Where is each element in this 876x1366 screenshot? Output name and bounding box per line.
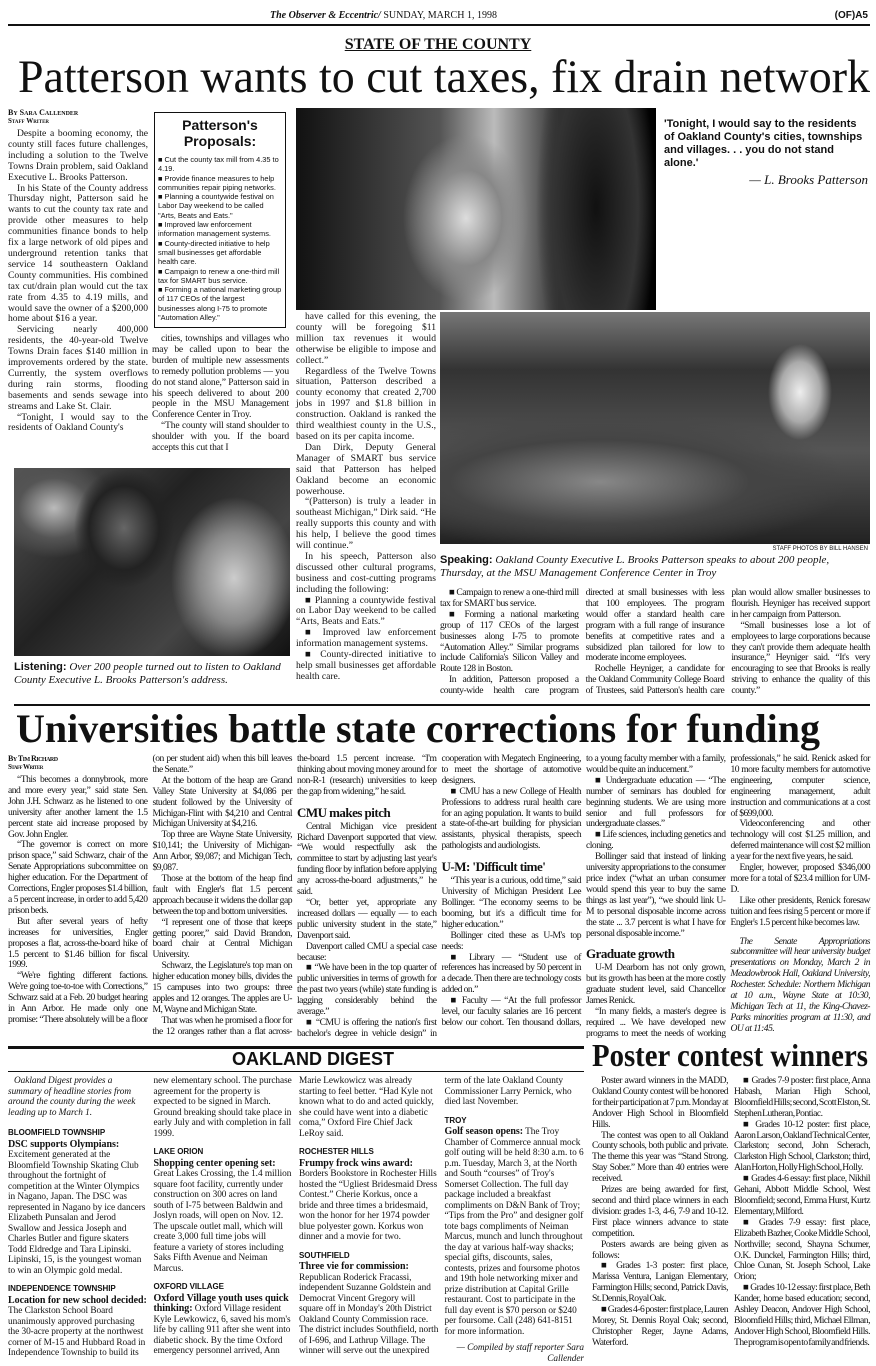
paragraph: “This year is a curious, odd time,” said University of Michigan President Lee Bollinger. “The economy seems to be booming, but it's a difficult time for higher education.”: [441, 875, 581, 930]
digest-rule-bottom: [8, 1071, 584, 1072]
poster-headline: [592, 1036, 868, 1074]
digest-text: Borders Bookstore in Rochester Hills hosted the “Ugliest Bridesmaid Dress Contest.” Cherie Korkus, once a bride and three times a bridesmaid, won the honor for her 1974 powder blue polyester gown. Korkus won dinner and a movie for two.: [299, 1169, 438, 1242]
paragraph: ■ Grades 10-12 essay: first place, Beth Kander, home based education; second, Ashley Deacon, Andover High School, Bloomfield Hills; third, Michael Ellman, Andover High School, Bloomfield Hills. The program is open to family and friends.: [734, 1282, 870, 1348]
paragraph: Top three are Wayne State University, $10,141; the University of Michigan-Ann Arbor, $9,087; and Michigan Tech, $9,087.: [152, 829, 292, 874]
patterson-column-1: [8, 108, 148, 462]
caption-text: Oakland County Executive L. Brooks Patterson speaks to about 200 people, Thursday, at the MSU Management Conference Center in Troy: [440, 554, 830, 579]
paragraph: ■ Grades 4-6 poster: first place, Lauren Morey, St. Dennis Royal Oak; second, Christopher Reger, Jayne Adams, Waterford.: [592, 1304, 728, 1348]
paragraph: Like other presidents, Renick foresaw tuition and fees rising 5 percent or more if Engler's 1.5 percent hike becomes law.: [730, 894, 870, 928]
patterson-columns-4-6: [440, 588, 870, 702]
byline: By Sara Callender: [8, 108, 79, 117]
paragraph: ■ Grades 1-3 poster: first place, Marissa Ventura, Lanigan Elementary, Farmington Hills; second, Patrick Davis, St. Dennis, Royal Oak.: [592, 1260, 728, 1305]
photo-patterson-podium: [440, 312, 870, 544]
paragraph: cities, townships and villages who may be called upon to bear the burden of multiple new assessments to remedy pollution problems — you do not stand alone,” Patterson said in his speech delivered to about 200 people in the MSU Management Conference Center in Troy.: [152, 333, 289, 421]
digest-intro: Oakland Digest provides a summary of headline stories from around the county during the week leading up to March 1.: [8, 1076, 136, 1118]
headline-text: Universities battle state corrections for funding: [16, 706, 820, 751]
paragraph: ■ County-directed initiative to help small businesses get affordable health care.: [296, 649, 436, 682]
paragraph: “Small businesses lose a lot of employees to large corporations because they can't provide them adequate health insurance,” Heyniger said. “It's very encouraging to see that Brooks is really striving to enhance the quality of this county.”: [731, 619, 870, 697]
subheading: CMU makes pitch: [297, 804, 391, 820]
digest-place: TROY: [444, 1115, 467, 1125]
pull-quote-attribution: — L. Brooks Patterson: [749, 172, 868, 187]
byline-title: Staff Writer: [8, 117, 50, 125]
section-kicker: STATE OF THE COUNTY: [344, 36, 532, 53]
digest-credit: — Compiled by staff reporter Sara Callender: [456, 1343, 584, 1364]
headline-text: Poster contest winners: [592, 1037, 868, 1073]
paragraph: Prizes are being awarded for first, second and third place winners in each division: grades 1-3, 4-6, 7-9 and 10-12. First place winners advance to state competition.: [592, 1184, 728, 1239]
universities-headline: [16, 706, 866, 752]
digest-lead: Frumpy frock wins award:: [299, 1157, 413, 1169]
paragraph: Bollinger cited these as U-M's top needs:: [441, 929, 581, 952]
poster-article: [592, 1076, 870, 1364]
digest-place: BLOOMFIELD TOWNSHIP: [8, 1128, 106, 1137]
paragraph: In his State of the County address Thursday night, Patterson said he wants to cut the county tax rate and provide other measures to help communities finance bonds to help fix a large network of old pipes and underground retention tanks that service 14 southeastern Oakland County communities. His combined tax cut/drain plan would cut the tax rate from 4.35 to 4.19 mills, and would save the owner of a $200,000 home about $16 a year.: [8, 182, 148, 325]
paragraph: ■ Planning a countywide festival on Labor Day weekend to be called “Arts, Beats and Eats.”: [296, 594, 436, 628]
paragraph: “Tonight, I would say to the residents of Oakland County's: [8, 411, 148, 434]
byline-title: Staff Writer: [8, 763, 43, 771]
newspaper-name: The Observer & Eccentric/: [270, 10, 381, 21]
paragraph: Central Michigan vice president Richard Davenport supported that view. “We would respectfully ask the committee to start by adjusting last year's funding floor by inflation before applying any across-the-board adjustments,” he said.: [297, 820, 437, 898]
paragraph: “This becomes a donnybrook, more and more every year,” said state Sen. John J.H. Schwarz as he listened to one university after another lament the 1.5 percent state aid increase proposed by Gov. John Engler.: [8, 774, 148, 840]
paragraph: Poster award winners in the MADD, Oakland County contest will be honored for their participation at 7 p.m. Monday at Andover High School in Bloomfield Hills.: [592, 1075, 728, 1130]
paragraph: “I represent one of those that keeps getting poorer,” said David Brandon, board chair at Central Michigan University.: [152, 916, 292, 961]
digest-lead: DSC supports Olympians:: [8, 1138, 120, 1150]
paragraph: In his speech, Patterson also discussed other cultural programs, business and cost-cutting programs including the following:: [296, 550, 436, 595]
proposal-item: ■ Campaign to renew a one-third mill tax for SMART bus service.: [158, 266, 280, 285]
subheading: U-M: 'Difficult time': [441, 859, 546, 875]
digest-place: OXFORD VILLAGE: [153, 1282, 224, 1291]
paragraph: ■ Grades 7-9 poster: first place, Anna Habash, Marian High School, Bloomfield Hills; second, Scott Elston, St. Stephen Lutheran, Pontiac.: [734, 1075, 870, 1119]
digest-title: OAKLAND DIGEST: [232, 1049, 394, 1069]
paragraph: ■ Grades 4-6 essay: first place, Nikhil Gehani, Abbott Middle School, West Bloomfield; second, Emma Hurst, Kurtz Elementary, Milford.: [734, 1173, 870, 1217]
digest-item: [8, 1140, 148, 1277]
paragraph: “In many fields, a master's degree is required ... We have developed new programs to meet the needs of working professionals,” he said. Renick asked for 10 more faculty members for automotive engineering, computer science, engineering management, adult instruction and communications at a cost of $699,000.: [586, 753, 870, 1039]
byline: By Tim Richard: [8, 754, 58, 763]
paragraph: “The county will stand shoulder to shoulder with you. If the board accepts this cut that I: [152, 420, 289, 454]
page-number: (OF)A5: [834, 10, 868, 21]
proposal-item: ■ Improved law enforcement information management systems.: [158, 220, 271, 239]
patterson-column-2: [152, 334, 289, 462]
digest-lead: Oxford Village youth uses quick thinking:: [153, 1292, 289, 1314]
paragraph: ■ Forming a national marketing group of 117 CEOs of the largest businesses along I-75 to promote “Automation Alley.” Similar programs include California's Silicon Valley and Route 128 in Boston.: [440, 608, 579, 675]
paragraph: ■ Library — “Student use of references has increased by 50 percent in a decade. Then there are technology costs added on.”: [441, 951, 581, 996]
paragraph: ■ Faculty — “At the full professor level, our faculty salaries are 16 percent below our cohort. Ten thousand dollars, to a young faculty member with a family, would be quite an inducement.”: [441, 753, 726, 1028]
photo-credit: STAFF PHOTOS BY BILL HANSEN: [772, 546, 868, 552]
paragraph: U-M Dearborn has not only grown, but its growth has been at the more costly graduate student level, said Chancellor James Renick.: [586, 962, 726, 1007]
digest-text: The Troy Chamber of Commerce annual mock golf outing will be held 8:30 a.m. to 6 p.m. Tuesday, March 3, at the North and South “courses” of Troy's Somerset Collection. The full day package included a breakfast compliments on D&N Bank of Troy; “Tips from the Pro” and designer golf tote bags compliments of Neiman Marcus, munch and lunch throughout the day at various half-way shacks; special gifts, discounts, sales, contests, prizes and foursome photos and 19th hole networking mixer and prize distribution at Capital Grille restaurant. Cost to participate in the full day event is $70 person or $240 per foursome. Call (248) 641-8151 for more information.: [444, 1127, 584, 1337]
paragraph: ■ Undergraduate education — “The number of seminars has doubled for beginning students. We are using more senior and full professors for undergraduate classes.”: [586, 774, 726, 830]
paragraph: Those at the bottom of the heap find fault with Engler's flat 1.5 percent approach because it widens the dollar gap between the top and bottom universities.: [152, 872, 292, 917]
paragraph: ■ “We have been in the top quarter of public universities in terms of growth for the past two years (while) state funding is lagging considerably behind the average.”: [297, 962, 437, 1018]
pull-quote-text: 'Tonight, I would say to the residents of Oakland County's cities, townships and villages. . . you do not stand alone.': [664, 118, 863, 169]
proposals-title: Patterson's Proposals:: [182, 117, 258, 149]
paragraph: Posters awards are being given as follows:: [592, 1238, 728, 1261]
paragraph: Engler, however, proposed $346,000 more for a total of $23.4 million for UM-D.: [730, 862, 870, 895]
paragraph: Despite a booming economy, the county still faces future challenges, including a solution to the Twelve Towns Drain problem, said Oakland Executive L. Brooks Patterson.: [8, 128, 148, 183]
paragraph: “The governor is correct on more prison space,” said Schwarz, chair of the Senate Appropriations subcommittee on higher education. For the Department of Corrections, Engler proposes $1.4 billion, a 5 percent increase, in order to add 5,420 prison beds.: [8, 839, 148, 916]
digest-text: Great Lakes Crossing, the 1.4 million square foot facility, currently under construction on 300 acres on land south of I-75 between Baldwin and Joslyn roads, will open on Nov. 12. The upscale outlet mall, which will create 3,000 full time jobs will feature a variety of stores including Saks Fifth Avenue and Neiman Marcus.: [153, 1169, 292, 1274]
paragraph: ■ Campaign to renew a one-third mill tax for SMART bus service.: [440, 587, 579, 609]
paragraph: In addition, Patterson proposed a county-wide health care program directed at small businesses with less that 100 employees. The program would offer a standard health care program with a full range of insurance benefits at competitive rates and a subsidized plan tailored for low to moderate income employees.: [440, 587, 725, 697]
proposal-item: ■ Forming a national marketing group of 117 CEOs of the largest businesses along I-75 to promote "Automation Alley.": [158, 285, 282, 323]
digest-item: [154, 1159, 294, 1275]
caption-label: Listening:: [14, 661, 67, 673]
proposal-item: ■ Cut the county tax mill from 4.35 to 4.19.: [158, 155, 279, 174]
headline-text: Patterson wants to cut taxes, fix drain network: [18, 51, 870, 103]
digest-place: ROCHESTER HILLS: [299, 1147, 374, 1156]
paragraph: ■ Grades 10-12 poster: first place, Aaron Larson, Oakland Technical Center, Clarkston; second, John Scherach, Clarkston High School, Clarkston; third, Alan Horton, Holly High School, Holly.: [734, 1118, 870, 1174]
digest-text: Republican Roderick Fracassi, independent Suzanne Goldstein and Democrat Vincent Gregory will square off in Monday's 20th District Oakland County Commission race. The district includes Southfield, north of I-696, and Lathrup Village. The winner will serve out the unexpired term of the late Oakland County Commissioner Larry Pernick, who died last November.: [299, 1076, 572, 1356]
photo-patterson-closeup: [296, 108, 656, 310]
paragraph: Schwarz, the Legislature's top man on higher education money bills, divides the 15 campuses into two groups: three apples and 12 oranges. The apples are U-M, Wayne and Michigan State.: [152, 960, 292, 1015]
paragraph: “Or, better yet, appropriate any increased dollars — equally — to each public university student in the state,” Davenport said.: [297, 896, 437, 941]
patterson-headline: [18, 52, 870, 102]
patterson-column-3: [296, 312, 436, 702]
paragraph: ■ Life sciences, including genetics and cloning.: [586, 829, 726, 852]
paragraph: Dan Dirk, Deputy General Manager of SMART bus service said that Patterson has helped Oakland become an economic powerhouse.: [296, 441, 436, 497]
digest-text: Excitement generated at the Bloomfield Township Skating Club throughout the fortnight of competition at the Winter Olympics in Nagano, Japan. The DSC was represented in Nagano by ice dancers Elizabeth Punsalan and Jerod Swallow and Jessica Joseph and Charles Butler and figure skaters Todd Eldredge and Tara Lipinski. Lipinski, 15, is the youngest woman to win an Olympic gold medal.: [8, 1150, 146, 1276]
paragraph: But after several years of hefty increases for universities, Engler proposes a flat, across-the-board hike of 1.5 percent to $1.46 billion for fiscal 1999.: [8, 915, 148, 971]
masthead: [0, 8, 876, 24]
digest-article: [8, 1076, 584, 1364]
caption-listening: [14, 661, 290, 686]
photo-audience: [14, 468, 290, 656]
proposal-item: ■ County-directed initiative to help small businesses get affordable health care.: [158, 238, 270, 267]
paragraph: Davenport called CMU a special case because:: [297, 940, 437, 963]
digest-lead: Shopping center opening set:: [153, 1157, 276, 1169]
paragraph: ■ CMU has a new College of Health Professions to address rural health care for an aging population. It wants to build a state-of-the-art building for physician assistants, physical therapists, speech pathologists and audiologists.: [441, 785, 581, 852]
paragraph: Servicing nearly 400,000 residents, the 40-year-old Twelve Towns Drain faces $140 million in improvements ordered by the state. Currently, the system overflows during rain storms, flooding basements and sends sewage into streams and Lake St. Clair.: [8, 324, 148, 412]
proposals-box: [154, 112, 286, 328]
universities-article: [8, 754, 870, 1044]
subheading: Graduate growth: [586, 946, 675, 962]
paragraph: Regardless of the Twelve Towns situation, Patterson described a county economy that created 2,700 jobs in 1997 and $1.8 billion in construction. Oakland is ranked the third wealthiest county in the U.S., based on its per capita income.: [296, 365, 436, 442]
paragraph: Bollinger said that instead of linking university appropriations to the consumer price index (“what an urban consumer would spend this year to buy the same things as last year”), “we should link U-M to personal disposable income across the state ... 3.7 percent is what I have for personal disposable income.”: [586, 851, 726, 939]
digest-item: [299, 1159, 439, 1243]
paragraph: The contest was open to all Oakland County schools, both public and private. The theme this year was “Stand Strong. Stay Sober.” More than 40 entries were received.: [592, 1129, 728, 1185]
digest-lead: Location for new school decided:: [8, 1294, 147, 1306]
digest-place: SOUTHFIELD: [299, 1250, 350, 1260]
paragraph: Rochelle Heyniger, a candidate for the Oakland Community College Board of Trustees, said Patterson's health care plan would allow smaller businesses to flourish. Heyniger has received support in her campaign from Patterson.: [585, 587, 870, 697]
pull-quote: [664, 118, 868, 188]
digest-place: INDEPENDENCE TOWNSHIP: [8, 1284, 116, 1293]
paragraph: “(Patterson) is truly a leader in southeast Michigan,” Dirk said. “He really supports this county and with his help, I believe the good times will continue.”: [296, 496, 436, 552]
paragraph: ■ Grades 7-9 essay: first place, Elizabeth Bazher, Cooke Middle School, Northville; second, Shayna Schumer, O.K. Dunckel, Farmington Hills; third, Chloe Cunan, St. Joseph School, Lake Orion;: [734, 1216, 870, 1283]
digest-text: Oxford Village resident Kyle Lewkowicz, 6, saved his mom's life by calling 911 after she went into diabetic shock. By the time Oxford emergency personnel arrived, Ann Marie Lewkowicz was already starting to feel better. “Had Kyle not known what to do and acted quickly, she could have went into a diabetic coma,” Oxford Fire Chief Jack LeRoy said.: [153, 1076, 434, 1356]
paragraph: ■ “CMU is offering the nation's first bachelor's degree in vehicle design” in cooperation with Megatech Engineering, to meet the shortage of automotive designers.: [297, 753, 581, 1039]
paragraph: “We're fighting different factions. We're going toe-to-toe with Corrections,” Schwarz said at a Feb. 20 budget hearing in Ann Arbor. He made only one promise: “There absolutely will be a floor (on per student aid) when this bill leaves the Senate.”: [8, 753, 292, 1025]
issue-date: SUNDAY, MARCH 1, 1998: [383, 10, 497, 21]
masthead-rule: [8, 24, 870, 26]
paragraph: ■ Improved law enforcement information management systems.: [296, 627, 436, 650]
paragraph: have called for this evening, the county will be foregoing $11 million tax revenues it would otherwise be eligible to impose and collect.”: [296, 311, 436, 366]
editor-note: The Senate Appropriations subcommittee will hear university budget presentations on Monday, March 2 in Meadowbrook Hall, Oakland University, Rochester. Schedule: Northern Michigan at 10 a.m., Wayne State at 10:30, Michigan Tech at 11, the King-Chavez-Parks minorities program at 11:30, and OU at 11:45.: [730, 935, 870, 1034]
digest-lead: Golf season opens:: [444, 1126, 524, 1137]
digest-place: LAKE ORION: [153, 1147, 204, 1156]
proposal-item: ■ Planning a countywide festival on Labor Day weekend to be called "Arts, Beats and Eats.": [158, 192, 274, 220]
paragraph: At the bottom of the heap are Grand Valley State University at $4,086 per student followed by the University of Michigan-Flint with $4,210 and Central Michigan University at $4,216.: [152, 774, 292, 830]
paragraph: That was when he promised a floor for the 12 oranges rather than a flat across-the-board 1.5 percent increase. “I'm thinking about moving money around for non-R-1 (research) universities to keep the gap from widening,” he said.: [152, 753, 437, 1037]
proposal-item: ■ Provide finance measures to help communities repair piping networks.: [158, 173, 276, 192]
digest-item: [445, 1127, 585, 1337]
caption-text: Over 200 people turned out to listen to Oakland County Executive L. Brooks Patterson's address.: [14, 661, 281, 686]
digest-text: The Clarkston School Board unanimously approved purchasing the 30-acre property at the northwest corner of M-15 and Hubbard Road in Independence Township to build its new elementary school. The purchase agreement for the property is expected to be signed in March. Ground breaking should take place in early July and with completion in fall 1999.: [8, 1076, 292, 1358]
digest-lead: Three vie for commission:: [299, 1261, 409, 1272]
caption-label: Speaking:: [440, 554, 493, 566]
paragraph: Videoconferencing and other technology will cost $1.25 million, and deferred maintenance will cost $2 million a year for the next five years, he said.: [730, 818, 870, 863]
caption-speaking: [440, 554, 870, 579]
